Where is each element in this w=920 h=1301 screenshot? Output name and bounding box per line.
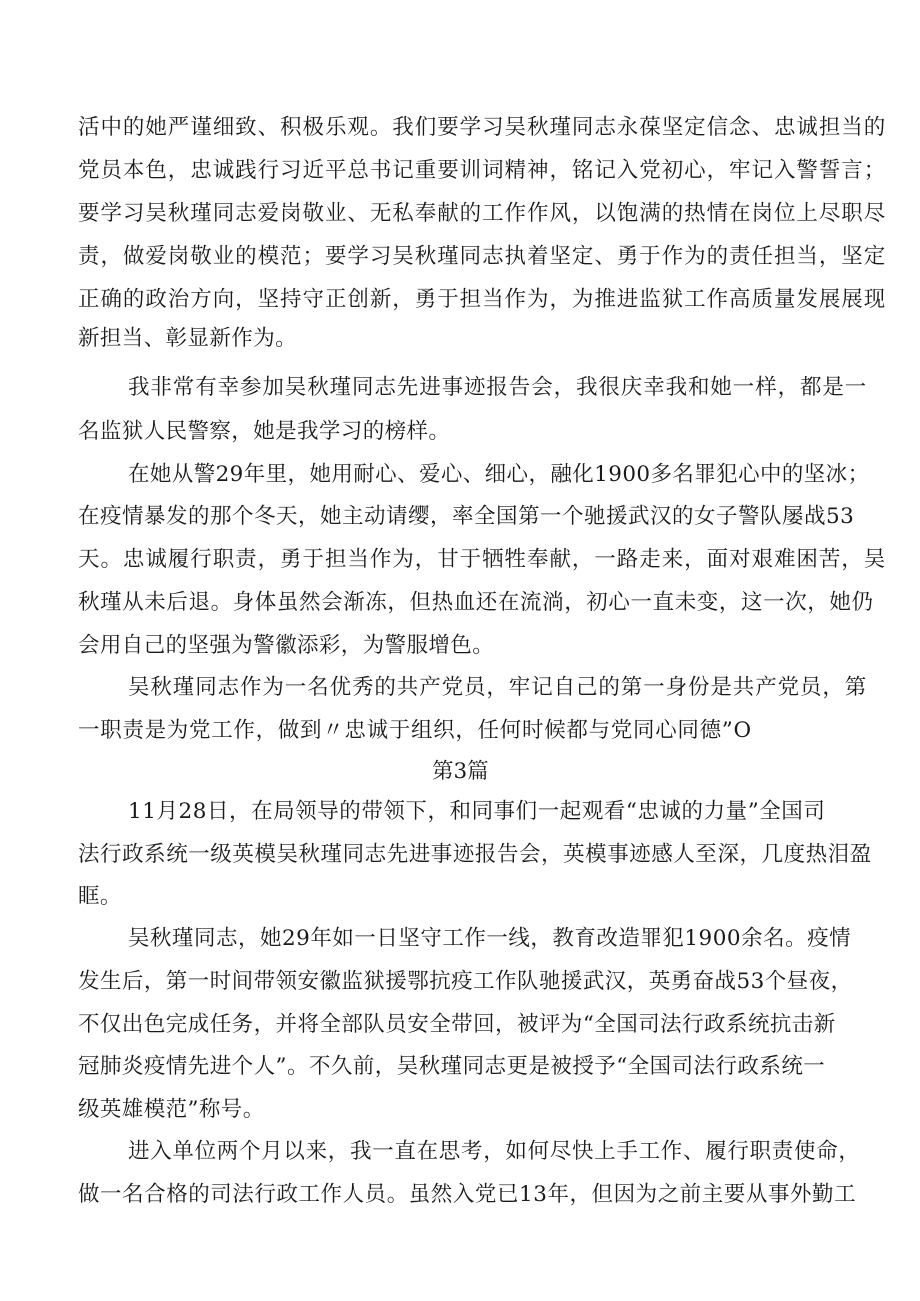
text-line: 在疫情暴发的那个冬天，她主动请缨，率全国第一个驰援武汉的女子警队屡战53: [78, 504, 855, 529]
text-line: 11月28日，在局领导的带领下，和同事们一起观看“忠诚的力量”全国司: [128, 799, 826, 824]
text-line: 不仅出色完成任务，并将全部队员安全带回，被评为“全国司法行政系统抗击新: [78, 1012, 836, 1037]
text-line: 新担当、彰显新作为。: [78, 326, 298, 351]
text-line: 秋瑾从未后退。身体虽然会渐冻，但热血还在流淌，初心一直未变，这一次，她仍: [78, 590, 874, 615]
text-line: 天。忠诚履行职责，勇于担当作为，甘于牺牲奉献，一路走来，面对艰难困苦，吴: [78, 547, 887, 572]
text-line: 吴秋瑾同志，她29年如一日坚守工作一线，教育改造罪犯1900余名。疫情: [128, 926, 852, 951]
text-line: 做一名合格的司法行政工作人员。虽然入党已13年，但因为之前主要从事外勤工: [78, 1182, 857, 1207]
text-line: 正确的政治方向，坚持守正创新，勇于担当作为，为推进监狱工作高质量发展展现: [78, 287, 887, 312]
text-line: 要学习吴秋瑾同志爱岗敬业、无私奉献的工作作风，以饱满的热情在岗位上尽职尽: [78, 201, 887, 226]
text-line: 党员本色，忠诚践行习近平总书记重要训词精神，铭记入党初心，牢记入警誓言；: [78, 158, 887, 183]
text-line: 一职责是为党工作，做到〃忠诚于组织，任何时候都与党同心同德”O: [78, 718, 752, 743]
text-line: 级英雄模范”称号。: [78, 1097, 265, 1122]
text-line: 在她从警29年里，她用耐心、爱心、细心，融化1900多名罪犯心中的坚冰；: [128, 462, 870, 487]
text-line: 活中的她严谨细致、积极乐观。我们要学习吴秋瑾同志永葆坚定信念、忠诚担当的: [78, 115, 887, 140]
text-line: 眶。: [78, 884, 122, 909]
text-line: 发生后，第一时间带领安徽监狱援鄂抗疫工作队驰援武汉，英勇奋战53个昼夜，: [78, 969, 853, 994]
section-heading: 第3篇: [432, 759, 489, 784]
text-line: 进入单位两个月以来，我一直在思考，如何尽快上手工作、履行职责使命，: [128, 1139, 861, 1164]
text-line: 会用自己的坚强为警徽添彩，为警服增色。: [78, 633, 495, 658]
text-line: 名监狱人民警察，她是我学习的榜样。: [78, 419, 451, 444]
text-line: 我非常有幸参加吴秋瑾同志先进事迹报告会，我很庆幸我和她一样，都是一: [128, 375, 868, 400]
text-line: 吴秋瑾同志作为一名优秀的共产党员，牢记自己的第一身份是共产党员，第: [128, 675, 868, 700]
text-line: 责，做爱岗敬业的模范；要学习吴秋瑾同志执着坚定、勇于作为的责任担当，坚定: [78, 244, 887, 269]
text-line: 法行政系统一级英模吴秋瑾同志先进事迹报告会，英模事迹感人至深，几度热泪盈: [78, 842, 872, 867]
text-line: 冠肺炎疫情先进个人”。不久前，吴秋瑾同志更是被授予“全国司法行政系统一: [78, 1054, 826, 1079]
